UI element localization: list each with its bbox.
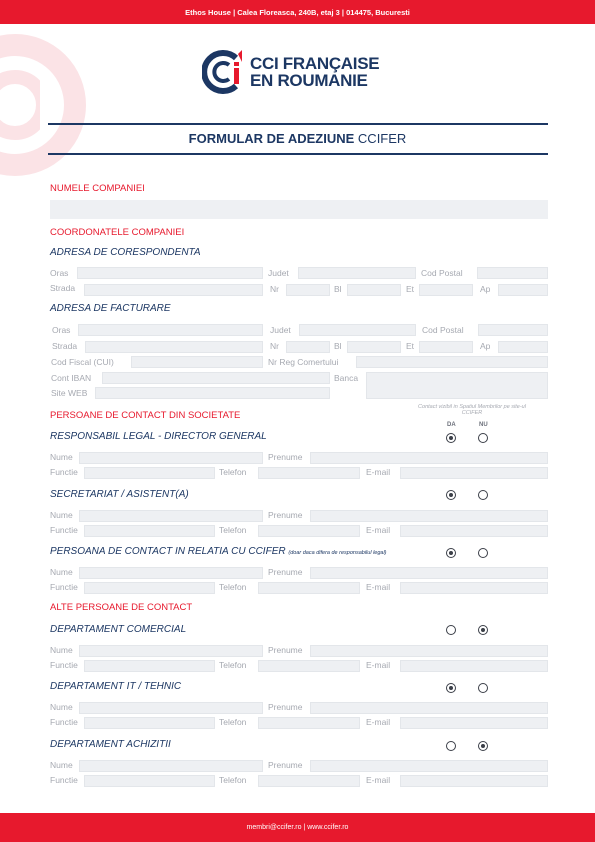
legal-functie-input[interactable] xyxy=(84,467,215,479)
logo-line1: CCI FRANÇAISE xyxy=(250,54,380,73)
label-nume: Nume xyxy=(50,510,73,520)
label-strada: Strada xyxy=(50,283,76,293)
label-telefon: Telefon xyxy=(219,775,247,785)
label-functie: Functie xyxy=(50,582,78,592)
purchasing-visible-nu-radio[interactable] xyxy=(478,741,488,751)
label-oras: Oras xyxy=(50,268,69,278)
title-rule-top xyxy=(48,123,548,125)
label-judet: Judet xyxy=(270,325,291,335)
corresp-cod-postal-input[interactable] xyxy=(477,267,548,279)
label-prenume: Prenume xyxy=(268,760,303,770)
relation-title: PERSOANA DE CONTACT IN RELATIA CU CCIFER xyxy=(50,546,286,557)
relation-telefon-input[interactable] xyxy=(258,582,360,594)
corresp-nr-input[interactable] xyxy=(286,284,330,296)
footer-contact: membri@ccifer.ro | www.ccifer.ro xyxy=(246,824,349,831)
label-et: Et xyxy=(406,341,415,351)
subsection-purchasing: DEPARTAMENT ACHIZITII xyxy=(50,739,171,750)
label-telefon: Telefon xyxy=(219,717,247,727)
label-telefon: Telefon xyxy=(219,660,247,670)
purchasing-telefon-input[interactable] xyxy=(258,775,360,787)
commercial-prenume-input[interactable] xyxy=(310,645,548,657)
label-email: E-mail xyxy=(366,775,391,785)
it-visible-da-radio[interactable] xyxy=(446,683,456,693)
subsection-legal: RESPONSABIL LEGAL - DIRECTOR GENERAL xyxy=(50,431,267,442)
label-email: E-mail xyxy=(366,467,391,477)
label-judet: Judet xyxy=(268,268,289,278)
site-input[interactable] xyxy=(95,387,330,399)
label-telefon: Telefon xyxy=(219,467,247,477)
it-functie-input[interactable] xyxy=(84,717,215,729)
purchasing-nume-input[interactable] xyxy=(79,760,263,772)
secretariat-functie-input[interactable] xyxy=(84,525,215,537)
secretariat-nume-input[interactable] xyxy=(79,510,263,522)
subsection-relation xyxy=(50,546,387,557)
label-site: Site WEB xyxy=(51,388,88,398)
subsection-corresp: ADRESA DE CORESPONDENTA xyxy=(50,247,201,258)
section-company-coords: COORDONATELE COMPANIEI xyxy=(50,227,185,238)
billing-strada-input[interactable] xyxy=(85,341,263,353)
it-nume-input[interactable] xyxy=(79,702,263,714)
company-name-input[interactable] xyxy=(50,200,548,219)
subsection-commercial: DEPARTAMENT COMERCIAL xyxy=(50,624,187,635)
label-cod-postal: Cod Postal xyxy=(421,268,463,278)
it-telefon-input[interactable] xyxy=(258,717,360,729)
title-light: CCIFER xyxy=(357,131,407,146)
corresp-bl-input[interactable] xyxy=(347,284,401,296)
relation-email-input[interactable] xyxy=(400,582,548,594)
label-ap: Ap xyxy=(480,341,491,351)
billing-ap-input[interactable] xyxy=(498,341,548,353)
label-oras: Oras xyxy=(52,325,71,335)
title-bold: FORMULAR DE ADEZIUNE xyxy=(188,131,355,146)
label-prenume: Prenume xyxy=(268,702,303,712)
relation-functie-input[interactable] xyxy=(84,582,215,594)
legal-nume-input[interactable] xyxy=(79,452,263,464)
section-contact-persons: PERSOANE DE CONTACT DIN SOCIETATE xyxy=(50,410,241,421)
title-rule-bottom xyxy=(48,153,548,155)
label-nume: Nume xyxy=(50,645,73,655)
section-company-name: NUMELE COMPANIEI xyxy=(50,183,145,194)
label-email: E-mail xyxy=(366,717,391,727)
corresp-strada-input[interactable] xyxy=(84,284,263,296)
label-functie: Functie xyxy=(50,525,78,535)
purchasing-email-input[interactable] xyxy=(400,775,548,787)
relation-visible-nu-radio[interactable] xyxy=(478,548,488,558)
label-email: E-mail xyxy=(366,582,391,592)
commercial-visible-nu-radio[interactable] xyxy=(478,625,488,635)
it-email-input[interactable] xyxy=(400,717,548,729)
label-cont-iban: Cont IBAN xyxy=(51,373,92,383)
label-nume: Nume xyxy=(50,702,73,712)
subsection-secretariat: SECRETARIAT / ASISTENT(A) xyxy=(50,489,189,500)
relation-visible-da-radio[interactable] xyxy=(446,548,456,558)
purchasing-functie-input[interactable] xyxy=(84,775,215,787)
label-strada: Strada xyxy=(52,341,78,351)
nr-reg-input[interactable] xyxy=(356,356,548,368)
commercial-nume-input[interactable] xyxy=(79,645,263,657)
corresp-judet-input[interactable] xyxy=(298,267,416,279)
logo-line2: EN ROUMANIE xyxy=(250,71,368,90)
footer-bar xyxy=(0,813,595,842)
label-email: E-mail xyxy=(366,660,391,670)
purchasing-prenume-input[interactable] xyxy=(310,760,548,772)
logo-watermark-icon xyxy=(0,30,90,180)
label-telefon: Telefon xyxy=(219,582,247,592)
commercial-telefon-input[interactable] xyxy=(258,660,360,672)
label-nr: Nr xyxy=(270,284,279,294)
label-prenume: Prenume xyxy=(268,510,303,520)
cci-logo-icon xyxy=(202,48,244,96)
label-prenume: Prenume xyxy=(268,452,303,462)
header-address-bar xyxy=(0,0,595,24)
secretariat-prenume-input[interactable] xyxy=(310,510,548,522)
label-functie: Functie xyxy=(50,467,78,477)
label-functie: Functie xyxy=(50,717,78,727)
billing-oras-input[interactable] xyxy=(78,324,263,336)
commercial-visible-da-radio[interactable] xyxy=(446,625,456,635)
cod-fiscal-input[interactable] xyxy=(131,356,263,368)
label-prenume: Prenume xyxy=(268,645,303,655)
label-nume: Nume xyxy=(50,452,73,462)
label-cod-postal: Cod Postal xyxy=(422,325,464,335)
billing-cod-postal-input[interactable] xyxy=(478,324,548,336)
legal-visible-nu-radio[interactable] xyxy=(478,433,488,443)
it-visible-nu-radio[interactable] xyxy=(478,683,488,693)
label-email: E-mail xyxy=(366,525,391,535)
company-logo xyxy=(202,48,379,96)
label-ap: Ap xyxy=(480,284,491,294)
label-nr: Nr xyxy=(270,341,279,351)
column-nu: NU xyxy=(479,422,488,428)
section-other-contacts: ALTE PERSOANE DE CONTACT xyxy=(50,602,193,613)
label-telefon: Telefon xyxy=(219,525,247,535)
relation-prenume-input[interactable] xyxy=(310,567,548,579)
label-nr-reg: Nr Reg Comertului xyxy=(268,357,339,367)
label-et: Et xyxy=(406,284,415,294)
corresp-oras-input[interactable] xyxy=(77,267,263,279)
billing-nr-input[interactable] xyxy=(286,341,330,353)
relation-note: (doar daca difera de responsabilul legal) xyxy=(288,550,387,556)
legal-email-input[interactable] xyxy=(400,467,548,479)
label-cod-fiscal: Cod Fiscal (CUI) xyxy=(51,357,114,367)
label-bl: Bl xyxy=(334,284,342,294)
label-prenume: Prenume xyxy=(268,567,303,577)
commercial-email-input[interactable] xyxy=(400,660,548,672)
corresp-et-input[interactable] xyxy=(419,284,473,296)
label-nume: Nume xyxy=(50,567,73,577)
banca-input[interactable] xyxy=(366,372,548,399)
label-functie: Functie xyxy=(50,775,78,785)
it-prenume-input[interactable] xyxy=(310,702,548,714)
commercial-functie-input[interactable] xyxy=(84,660,215,672)
secretariat-visible-nu-radio[interactable] xyxy=(478,490,488,500)
legal-prenume-input[interactable] xyxy=(310,452,548,464)
subsection-it: DEPARTAMENT IT / TEHNIC xyxy=(50,681,182,692)
legal-telefon-input[interactable] xyxy=(258,467,360,479)
label-bl: Bl xyxy=(334,341,342,351)
cont-iban-input[interactable] xyxy=(102,372,330,384)
label-functie: Functie xyxy=(50,660,78,670)
label-banca: Banca xyxy=(334,373,359,383)
legal-visible-da-radio[interactable] xyxy=(446,433,456,443)
page-title xyxy=(0,131,595,146)
billing-bl-input[interactable] xyxy=(347,341,401,353)
subsection-billing: ADRESA DE FACTURARE xyxy=(50,303,171,314)
secretariat-visible-da-radio[interactable] xyxy=(446,490,456,500)
column-da: DA xyxy=(447,422,456,428)
label-nume: Nume xyxy=(50,760,73,770)
secretariat-telefon-input[interactable] xyxy=(258,525,360,537)
relation-nume-input[interactable] xyxy=(79,567,263,579)
purchasing-visible-da-radio[interactable] xyxy=(446,741,456,751)
billing-judet-input[interactable] xyxy=(299,324,416,336)
corresp-ap-input[interactable] xyxy=(498,284,548,296)
header-address: Ethos House | Calea Floreasca, 240B, etaj 3 | 014475, Bucuresti xyxy=(185,7,410,17)
secretariat-email-input[interactable] xyxy=(400,525,548,537)
billing-et-input[interactable] xyxy=(419,341,473,353)
visibility-note: Contact vizibil in Spatiul Membrilor pe site-ul CCIFER xyxy=(418,404,526,416)
